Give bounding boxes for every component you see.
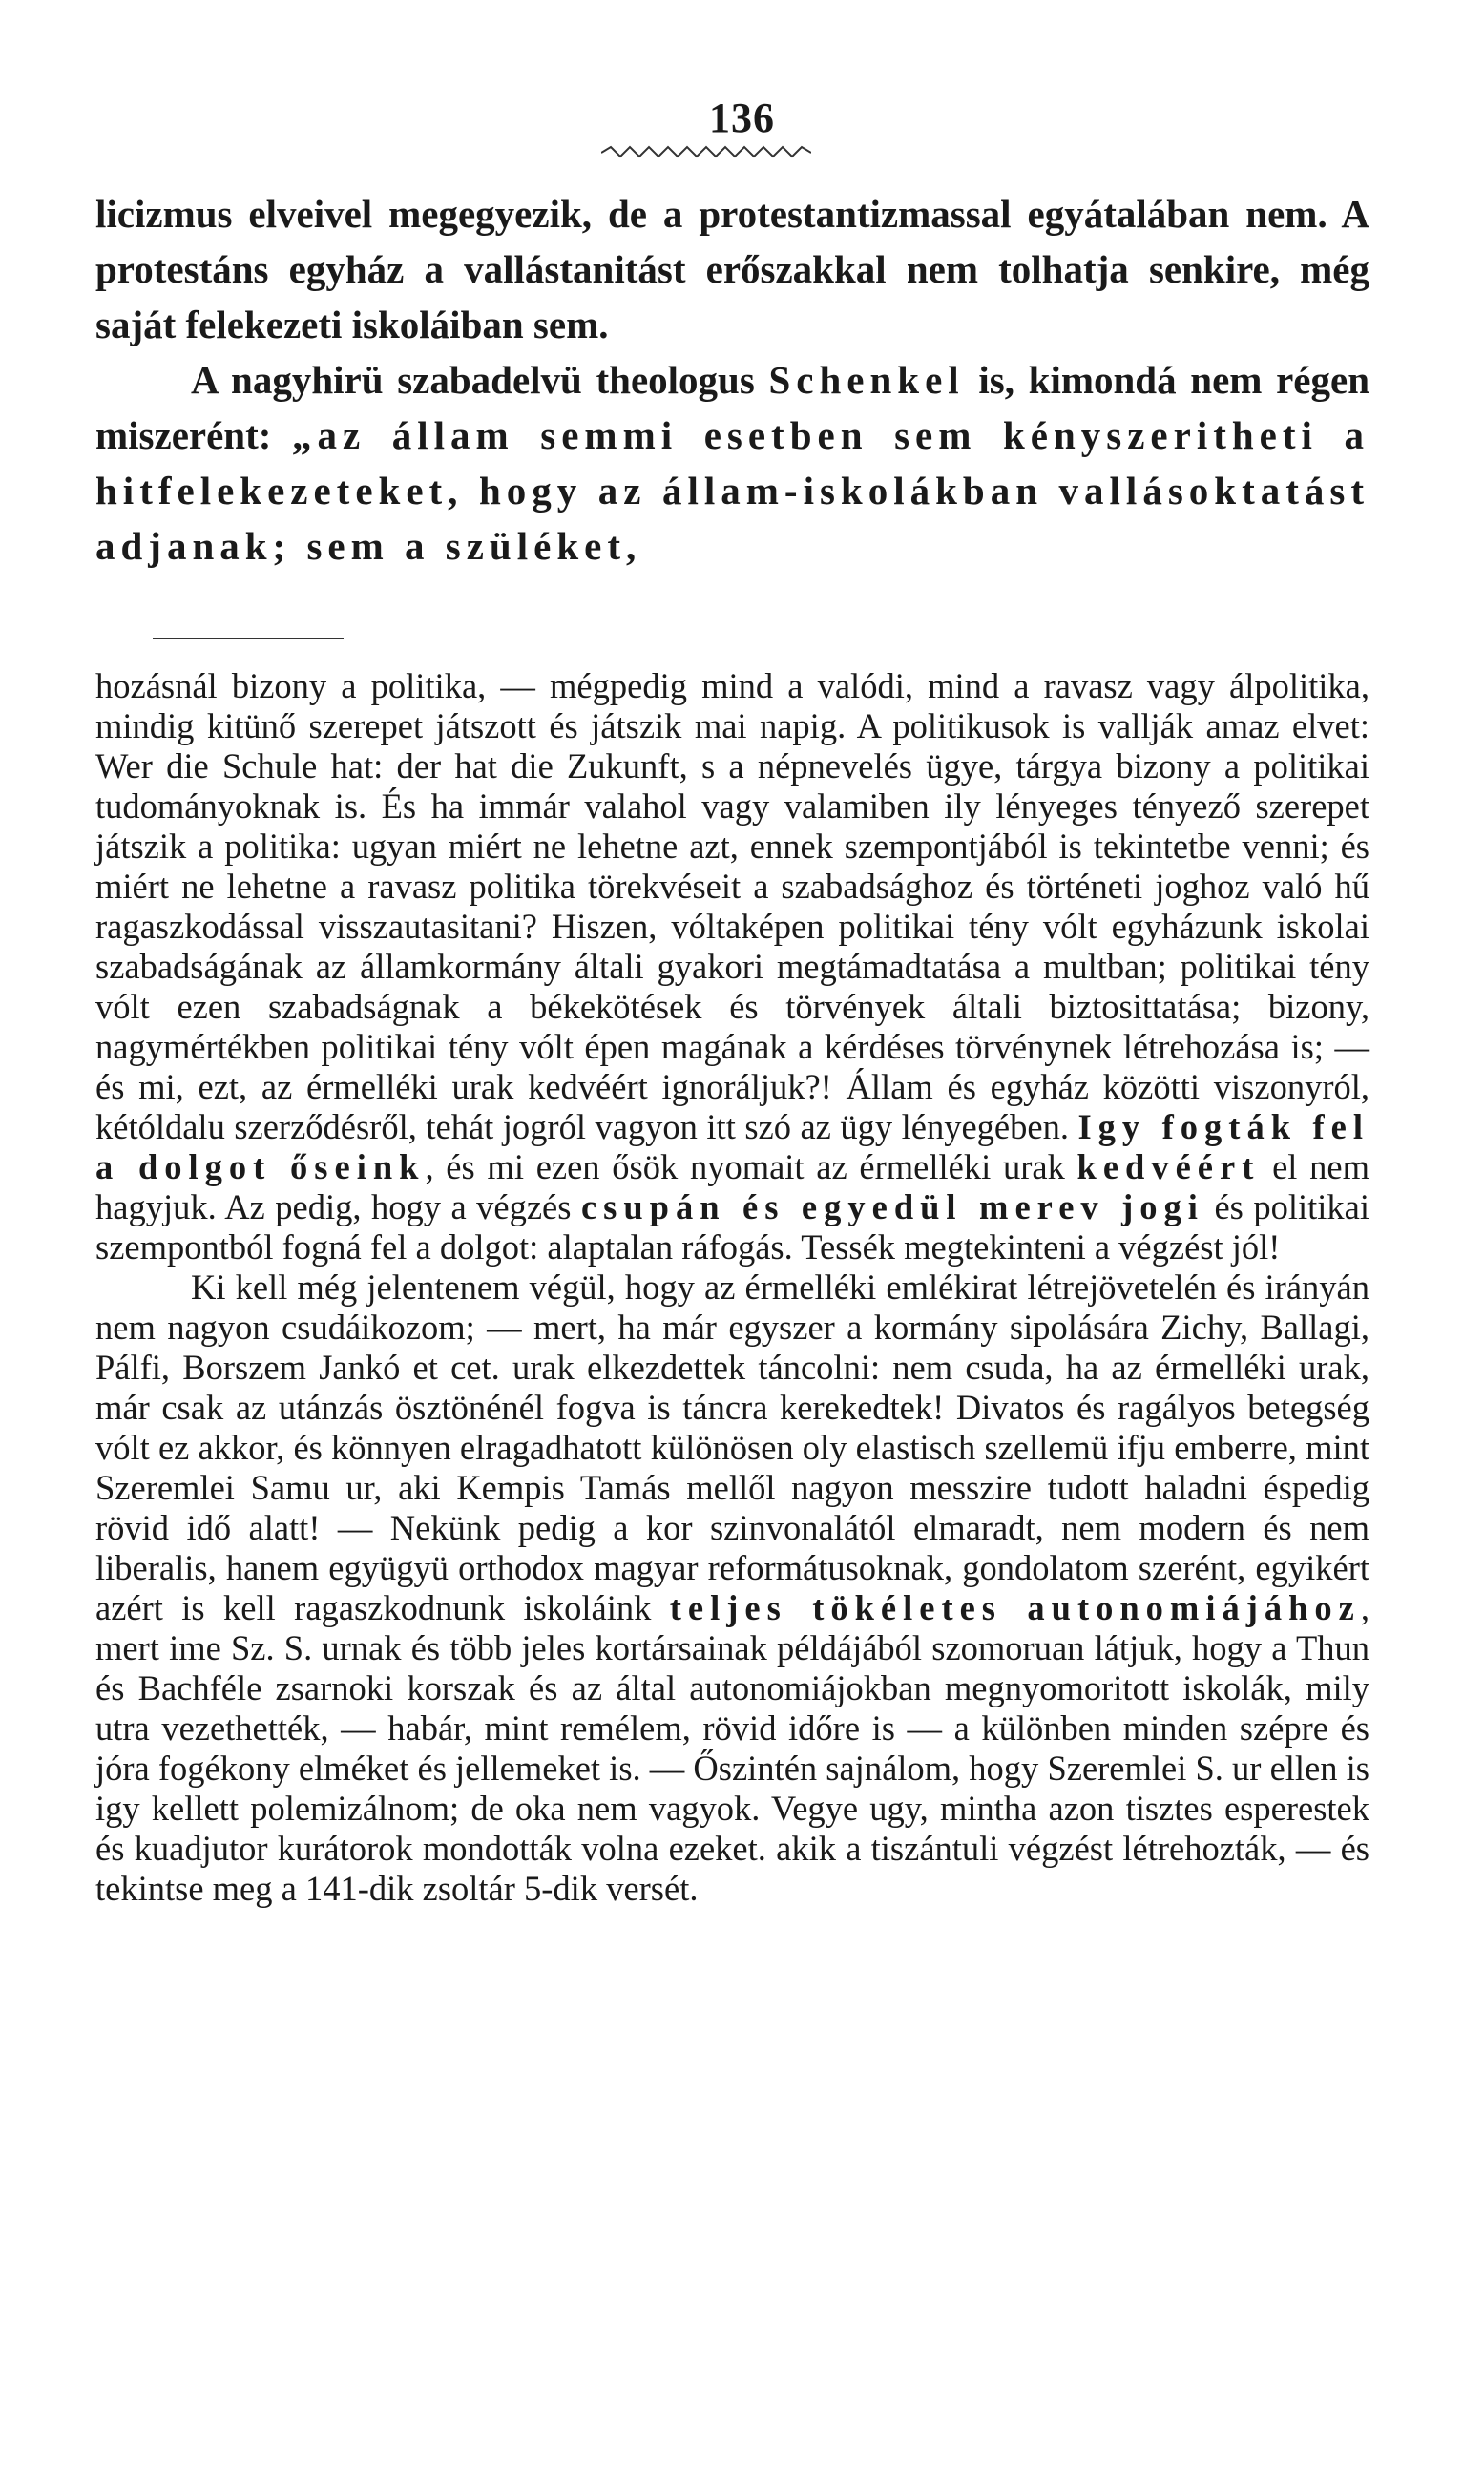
text-run: hozásnál bizony a politika, — mégpedig mind a valódi, mind a ravasz vagy álpolitika, mindig kitünő szerepet játszott és játszik mai napig. A politikusok is vallják amaz elvet: Wer die Schule hat: der hat die Zukunft, s a népnevelés ügye, tárgya bizony a politikai tudományoknak is. És ha immár valahol vagy valamiben ily lényeges tényező szerepet játszik a politika: ugyan miért ne lehetne azt, ennek szempontjából is tekintetbe venni; és miért ne lehetne a ravasz politika törekvéseit a szabadsághoz és történeti joghoz való hű ragaszkodással visszautasitani? Hiszen, vóltaképen politikai tény vólt egyházunk iskolai szabadságának az államkormány általi gyakori megtámadtatása a multban; politikai tény vólt ezen szabadságnak a békekötések és törvények általi biztosittatása; bizony, nagymértékben politikai tény vólt épen magának a kérdéses törvénynek létrehozása is; — és mi, ezt, az érmelléki urak kedvéért ignoráljuk?! Állam és egyház közötti viszonyról, kétóldalu szerződésről, tehát jogról vagyon itt szó az ügy lényegében. xyxy=(95,666,1369,1146)
main-paragraph xyxy=(95,352,1369,574)
footnote-paragraph xyxy=(95,666,1369,1267)
wave-ornament xyxy=(601,143,811,160)
text-run: Ki kell még jelentenem végül, hogy az érmelléki emlékirat létrejövetelén és irányán nem nagyon csudáikozom; — mert, ha már egyszer a kormány sipolására Zichy, Ballagi, Pálfi, Borszem Jankó et cet. urak elkezdettek táncolni: nem csuda, ha az érmelléki urak, már csak az utánzás ösztönénél fogva is táncra kerekedtek! Divatos és ragályos betegség vólt ez akkor, és könnyen elragadhatott különösen oly elastisch szellemü ifju emberre, mint Szeremlei Samu ur, aki Kempis Tamás mellől nagyon messzire tudott haladni éspedig rövid idő alatt! — Nekünk pedig a kor szinvonalától elmaradt, nem modern és nem liberalis, hanem együgyü orthodox magyar reformátusoknak, gondolatom szerént, egyikért azért is kell ragaszkodnunk iskoláink xyxy=(95,1267,1369,1627)
footnote-divider xyxy=(153,638,344,639)
emphasis: Igy fogták fel a dolgot őseink xyxy=(95,1107,1369,1186)
emphasis: csupán és egyedül merev jogi xyxy=(580,1187,1204,1226)
emphasis: kedvéért xyxy=(1076,1147,1261,1186)
footnote-text xyxy=(95,666,1369,1909)
text-run: A nagyhirü szabadelvü theologus xyxy=(191,358,769,402)
text-run: és politikai szempontból fogná fel a dolgot: alaptalan ráfogás. Tessék megtekinteni a végzést jól! xyxy=(95,1187,1370,1267)
text-run: el nem hagyjuk. Az pedig, hogy a végzés xyxy=(95,1147,1369,1226)
text-run: , mert ime Sz. S. urnak és több jeles kortársainak példájából szomoruan látjuk, hogy a Thun és Bachféle zsarnoki korszak és az által autonomiájokban megnyomoritott iskolák, mily utra vezethették, — habár, mint remélem, rövid időre is — a különben minden szépre és jóra fogékony elméket és jellemeket is. — Őszintén sajnálom, hogy Szeremlei S. ur ellen is igy kellett polemizálnom; de oka nem vagyok. Vegye ugy, mintha azon tisztes esperestek és kuadjutor kurátorok mondották volna ezeket. akik a tiszántuli végzést létrehozták, — és tekintse meg a 141-dik zsoltár 5-dik versét. xyxy=(95,1588,1369,1908)
text-run: , és mi ezen ősök nyomait az érmelléki urak xyxy=(425,1147,1077,1186)
emphasis-quote: „az állam semmi esetben sem kényszeritheti a hitfelekezeteket, hogy az állam-iskolákban vallásoktatást adjanak; sem a szüléket, xyxy=(95,413,1369,568)
emphasis: teljes tökéletes autonomiájához xyxy=(669,1588,1361,1627)
emphasis-name: Schenkel xyxy=(768,358,965,402)
text-run: is, kimondá nem régen miszerént: xyxy=(95,358,1369,457)
main-text xyxy=(95,186,1369,574)
footnote-paragraph xyxy=(95,1267,1369,1909)
main-paragraph: licizmus elveivel megegyezik, de a protestantizmassal egyátalában nem. A protestáns egyház a vallástanitást erőszakkal nem tolhatja senkire, még saját felekezeti iskoláiban sem. xyxy=(95,192,1369,346)
page-number: 136 xyxy=(709,94,775,141)
